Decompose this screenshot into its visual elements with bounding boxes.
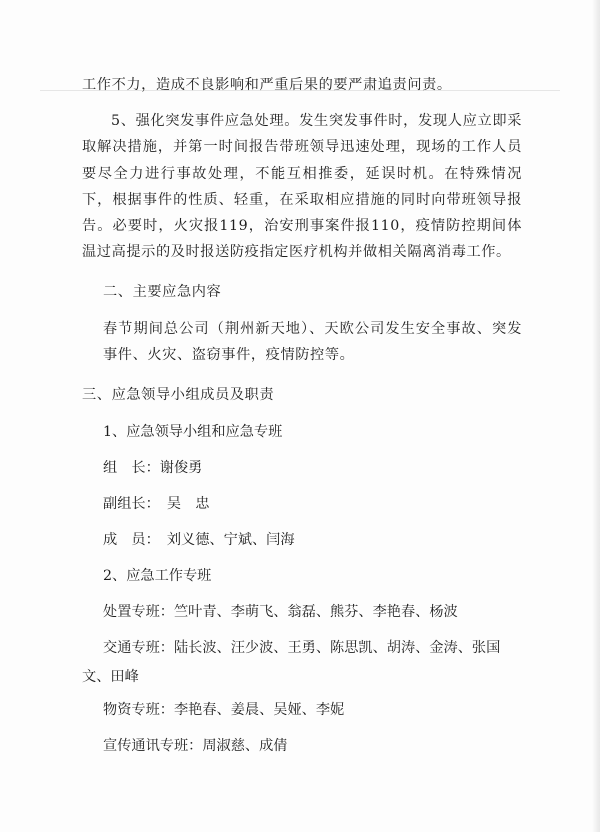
section-2-title: 二、主要应急内容 <box>103 284 222 301</box>
roster-continued <box>82 692 522 764</box>
roster <box>82 414 522 666</box>
document-body <box>82 72 522 764</box>
supplies-team-line: 物资专班：李艳春、姜晨、吴娅、李妮 <box>103 702 345 719</box>
section-3-title: 三、应急领导小组成员及职责 <box>82 387 275 404</box>
leader-line: 组 长：谢俊勇 <box>103 460 203 477</box>
paragraph-continuation: 工作不力，造成不良影响和严重后果的要严肃追责问责。 <box>82 77 452 93</box>
scan-edge-shadow <box>592 0 600 832</box>
members-line: 成 员： 刘义德、宁斌、闫海 <box>103 532 295 549</box>
deputy-leader-line: 副组长： 吴 忠 <box>103 496 210 513</box>
subsection-1-title: 1、应急领导小组和应急专班 <box>103 424 283 441</box>
publicity-team-line: 宣传通讯专班：周淑慈、成倩 <box>103 738 288 755</box>
traffic-team-continuation: 文、田峰 <box>82 669 139 686</box>
traffic-team-line: 交通专班：陆长波、汪少波、王勇、陈思凯、胡涛、金涛、张国 <box>103 640 501 657</box>
section-2-body: 春节期间总公司（荆州新天地）、天欧公司发生安全事故、突发事件、火灾、盗窃事件，疫情防控等。 <box>103 320 522 363</box>
handling-team-line: 处置专班：竺叶青、李萌飞、翁磊、熊芬、李艳春、杨波 <box>103 604 458 621</box>
paragraph-item-5: 5、强化突发事件应急处理。发生突发事件时，发现人应立即采取解决措施，并第一时间报告带班领导迅速处理，现场的工作人员要尽全力进行事故处理，不能互相推委，延误时机。在特殊情况下，根据事件的性质、轻重，在采取相应措施的同时向带班领导报告。必要时，火灾报119，治安刑事案件报110，疫情防控期间体温过高提示的及时报送防疫指定医疗机构并做相关隔离消毒工作。 <box>82 113 522 261</box>
subsection-2-title: 2、应急工作专班 <box>103 568 212 585</box>
